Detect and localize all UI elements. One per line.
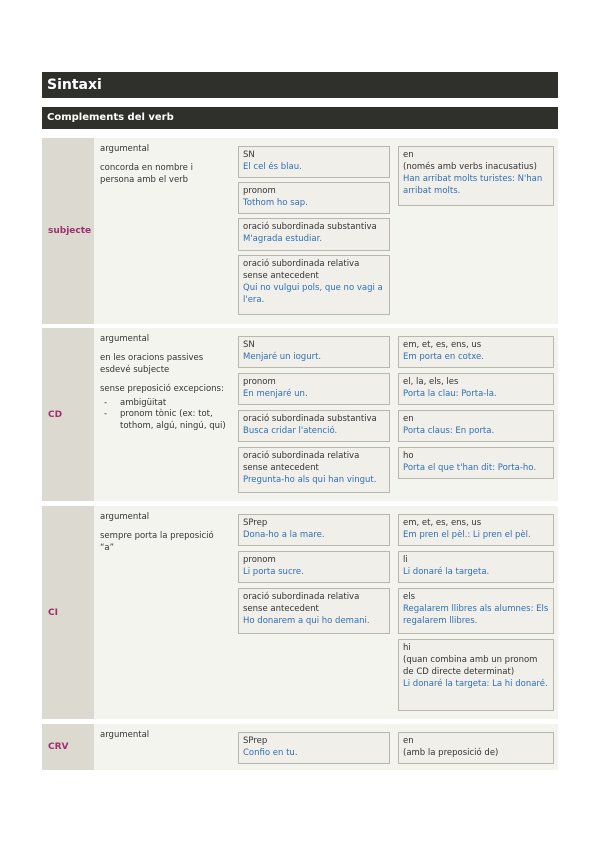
section-header: Complements del verb	[42, 107, 558, 129]
pronoun-example: Li donaré la targeta.	[403, 566, 490, 577]
pronoun-box	[398, 146, 554, 206]
desc-line: sempre porta la preposició “a”	[100, 531, 214, 553]
form-example: El cel és blau.	[243, 161, 302, 172]
form-type: SPrep	[243, 736, 268, 746]
pronoun-box	[398, 732, 554, 764]
form-type: oració subordinada relativa sense antecedent	[243, 592, 360, 614]
list-item: - ambigüitat	[120, 398, 226, 409]
description-cell	[94, 506, 234, 719]
row-crv	[42, 724, 558, 770]
form-type: pronom	[243, 186, 276, 196]
pronoun-type: en (amb la preposició de)	[403, 736, 499, 758]
description-cell	[94, 724, 234, 770]
forms-cell	[234, 138, 394, 324]
pronoun-box	[398, 410, 554, 442]
forms-cell	[234, 328, 394, 501]
desc-line: argumental	[100, 730, 150, 740]
form-type: SN	[243, 340, 255, 350]
pronoun-type: hi (quan combina amb un pronom de CD directe determinat)	[403, 643, 538, 677]
list-item: - pronom tònic (ex: tot, tothom, algú, ningú, qui)	[120, 409, 226, 432]
form-example: Pregunta-ho als qui han vingut.	[243, 474, 377, 485]
pronouns-cell	[394, 328, 558, 501]
pronoun-example: Em pren el pèl.: Li pren el pèl.	[403, 529, 531, 540]
form-example: Confio en tu.	[243, 747, 298, 758]
desc-line: concorda en nombre i persona amb el verb	[100, 163, 193, 185]
forms-cell	[234, 724, 394, 770]
row-label: CI	[42, 506, 94, 719]
pronoun-type: en (només amb verbs inacusatius)	[403, 150, 537, 172]
form-box	[238, 373, 390, 405]
form-example: En menjaré un.	[243, 388, 308, 399]
pronoun-type: en	[403, 414, 414, 424]
exceptions-list	[100, 398, 226, 432]
form-box	[238, 336, 390, 368]
pronouns-cell	[394, 724, 558, 770]
row-ci	[42, 506, 558, 719]
description-cell	[94, 328, 234, 501]
form-type: oració subordinada relativa sense antecedent	[243, 259, 360, 281]
row-cd	[42, 328, 558, 501]
pronoun-box	[398, 639, 554, 711]
form-box	[238, 182, 390, 214]
pronoun-type: em, et, es, ens, us	[403, 340, 482, 350]
pronoun-box	[398, 588, 554, 634]
form-type: oració subordinada substantiva	[243, 414, 377, 424]
form-example: Li porta sucre.	[243, 566, 304, 577]
form-type: oració subordinada substantiva	[243, 222, 377, 232]
form-box	[238, 146, 390, 178]
form-type: pronom	[243, 377, 276, 387]
pronoun-example: Porta claus: En porta.	[403, 425, 495, 436]
pronoun-box	[398, 373, 554, 405]
form-box	[238, 551, 390, 583]
form-box	[238, 447, 390, 493]
desc-line: sense preposició excepcions:	[100, 384, 224, 395]
form-example: Busca cridar l'atenció.	[243, 425, 338, 436]
form-box	[238, 218, 390, 251]
form-type: SN	[243, 150, 255, 160]
desc-line: argumental	[100, 144, 150, 154]
pronoun-example: Porta la clau: Porta-la.	[403, 388, 497, 399]
row-label: subjecte	[42, 138, 94, 324]
pronoun-example: Porta el que t'han dit: Porta-ho.	[403, 462, 537, 473]
form-box	[238, 410, 390, 442]
desc-line: argumental	[100, 512, 150, 522]
pronoun-example: Regalarem llibres als alumnes: Els regalarem llibres.	[403, 603, 549, 626]
pronoun-box	[398, 514, 554, 546]
form-example: Menjaré un iogurt.	[243, 351, 322, 362]
pronoun-type: ho	[403, 451, 414, 461]
forms-cell	[234, 506, 394, 719]
row-label: CRV	[42, 724, 94, 770]
form-type: SPrep	[243, 518, 268, 528]
desc-line: argumental	[100, 334, 150, 344]
form-box	[238, 255, 390, 315]
form-example: Tothom ho sap.	[243, 197, 308, 208]
form-box	[238, 514, 390, 546]
form-example: Dona-ho a la mare.	[243, 529, 325, 540]
pronouns-cell	[394, 506, 558, 719]
pronouns-cell	[394, 138, 558, 324]
pronoun-example: Em porta en cotxe.	[403, 351, 484, 362]
pronoun-type: em, et, es, ens, us	[403, 518, 482, 528]
form-example: Qui no vulgui pols, que no vagi a l'era.	[243, 282, 383, 305]
pronoun-box	[398, 551, 554, 583]
pronoun-example: Li donaré la targeta: La hi donaré.	[403, 678, 548, 689]
pronoun-type: el, la, els, les	[403, 377, 459, 387]
pronoun-box	[398, 336, 554, 368]
row-label: CD	[42, 328, 94, 501]
description-cell	[94, 138, 234, 324]
pronoun-example: Han arribat molts turistes: N'han arribat molts.	[403, 173, 543, 196]
form-type: oració subordinada relativa sense antecedent	[243, 451, 360, 473]
pronoun-box	[398, 447, 554, 479]
form-box	[238, 732, 390, 764]
form-type: pronom	[243, 555, 276, 565]
desc-line: en les oracions passives esdevé subjecte	[100, 353, 204, 375]
pronoun-type: li	[403, 555, 408, 565]
form-example: M'agrada estudiar.	[243, 233, 323, 244]
pronoun-type: els	[403, 592, 416, 602]
form-box	[238, 588, 390, 634]
page-title: Sintaxi	[42, 72, 558, 98]
row-subjecte	[42, 138, 558, 324]
form-example: Ho donarem a qui ho demani.	[243, 615, 370, 626]
